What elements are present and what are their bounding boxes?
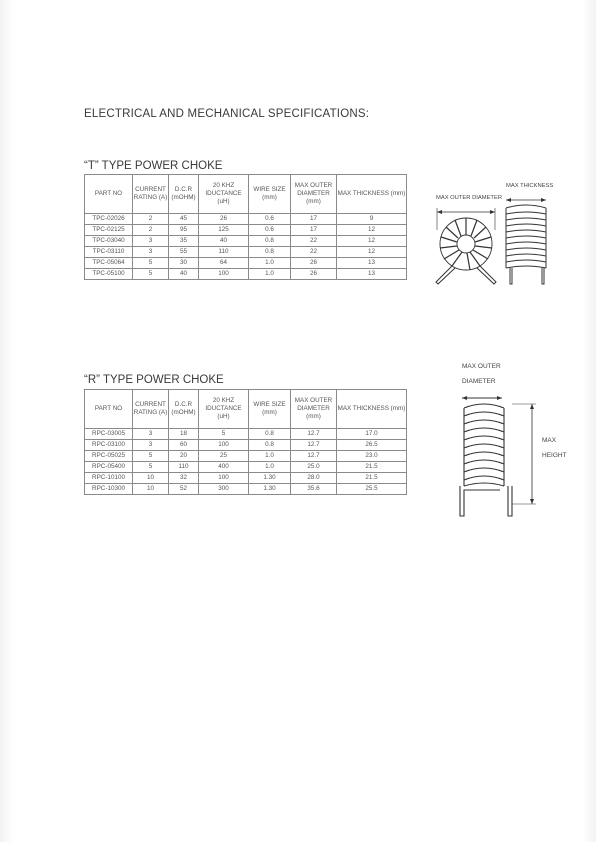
header-max-thickness: MAX THICKNESS (mm) (337, 175, 407, 214)
cell-outer-diameter: 28.0 (291, 473, 337, 484)
cell-part-no: RPC-03100 (85, 440, 133, 451)
cell-inductance: 100 (199, 473, 249, 484)
cell-wire-size: 1.0 (249, 269, 291, 280)
cell-part-no: TPC-02125 (85, 225, 133, 236)
header-current-rating: CURRENT RATING (A) (133, 390, 169, 429)
header-current-rating: CURRENT RATING (A) (133, 175, 169, 214)
page-title: ELECTRICAL AND MECHANICAL SPECIFICATIONS: (84, 108, 370, 120)
cell-wire-size: 1.0 (249, 258, 291, 269)
table-row (85, 462, 407, 473)
cell-current: 5 (133, 462, 169, 473)
cell-dcr: 52 (169, 484, 199, 495)
cell-inductance: 5 (199, 429, 249, 440)
table-row (85, 451, 407, 462)
header-wire-size: WIRE SIZE (mm) (249, 175, 291, 214)
table-row (85, 473, 407, 484)
table-row (85, 247, 407, 258)
cell-inductance: 25 (199, 451, 249, 462)
table-row (85, 214, 407, 225)
cell-wire-size: 0.8 (249, 236, 291, 247)
scan-edge-left (0, 0, 14, 842)
cell-thickness: 13 (337, 269, 407, 280)
header-max-outer-diameter: MAX OUTER DIAMETER (mm) (291, 175, 337, 214)
cell-outer-diameter: 22 (291, 247, 337, 258)
header-part-no: PART NO (85, 390, 133, 429)
cell-wire-size: 0.8 (249, 429, 291, 440)
cell-inductance: 125 (199, 225, 249, 236)
table-row (85, 225, 407, 236)
cell-wire-size: 1.30 (249, 484, 291, 495)
cell-part-no: TPC-03110 (85, 247, 133, 258)
cell-part-no: TPC-02026 (85, 214, 133, 225)
cell-dcr: 55 (169, 247, 199, 258)
r-figure-outer-diameter-label-2: DIAMETER (462, 378, 496, 385)
table-header-row (85, 175, 407, 214)
cell-dcr: 60 (169, 440, 199, 451)
table-row (85, 429, 407, 440)
r-figure-height-label-2: HEIGHT (542, 452, 567, 459)
cell-part-no: RPC-05025 (85, 451, 133, 462)
rod-choke-figure (452, 390, 544, 520)
cell-inductance: 300 (199, 484, 249, 495)
header-inductance: 20 KHZ IDUCTANCE (uH) (199, 175, 249, 214)
header-inductance: 20 KHZ IDUCTANCE (uH) (199, 390, 249, 429)
t-type-section-title: “T” TYPE POWER CHOKE (84, 160, 223, 172)
cell-outer-diameter: 22 (291, 236, 337, 247)
cell-thickness: 25.5 (337, 484, 407, 495)
toroid-choke-side-figure (498, 196, 556, 292)
r-figure-height-label-1: MAX (542, 437, 557, 444)
cell-dcr: 18 (169, 429, 199, 440)
cell-outer-diameter: 35.6 (291, 484, 337, 495)
header-dcr: D.C.R (mOHM) (169, 175, 199, 214)
cell-current: 10 (133, 473, 169, 484)
cell-inductance: 100 (199, 440, 249, 451)
r-figure-outer-diameter-label-1: MAX OUTER (462, 363, 501, 370)
cell-thickness: 12 (337, 225, 407, 236)
cell-outer-diameter: 17 (291, 225, 337, 236)
cell-part-no: RPC-03005 (85, 429, 133, 440)
table-row (85, 484, 407, 495)
cell-current: 3 (133, 236, 169, 247)
table-row (85, 236, 407, 247)
cell-wire-size: 0.8 (249, 247, 291, 258)
cell-dcr: 110 (169, 462, 199, 473)
cell-wire-size: 0.8 (249, 440, 291, 451)
cell-thickness: 9 (337, 214, 407, 225)
cell-dcr: 95 (169, 225, 199, 236)
cell-wire-size: 1.30 (249, 473, 291, 484)
cell-part-no: TPC-05064 (85, 258, 133, 269)
cell-dcr: 45 (169, 214, 199, 225)
cell-current: 3 (133, 247, 169, 258)
cell-inductance: 100 (199, 269, 249, 280)
cell-thickness: 21.5 (337, 462, 407, 473)
cell-part-no: TPC-03040 (85, 236, 133, 247)
cell-inductance: 26 (199, 214, 249, 225)
cell-thickness: 12 (337, 247, 407, 258)
cell-part-no: TPC-05100 (85, 269, 133, 280)
cell-current: 10 (133, 484, 169, 495)
cell-thickness: 26.5 (337, 440, 407, 451)
cell-thickness: 21.5 (337, 473, 407, 484)
cell-part-no: RPC-10100 (85, 473, 133, 484)
header-max-outer-diameter: MAX OUTER DIAMETER (mm) (291, 390, 337, 429)
cell-outer-diameter: 12.7 (291, 451, 337, 462)
cell-current: 3 (133, 440, 169, 451)
cell-dcr: 30 (169, 258, 199, 269)
cell-outer-diameter: 17 (291, 214, 337, 225)
cell-current: 5 (133, 269, 169, 280)
table-row (85, 269, 407, 280)
cell-current: 2 (133, 225, 169, 236)
cell-thickness: 23.0 (337, 451, 407, 462)
header-part-no: PART NO (85, 175, 133, 214)
t-figure-outer-diameter-label: MAX OUTER DIAMETER (436, 195, 503, 201)
cell-dcr: 35 (169, 236, 199, 247)
header-dcr: D.C.R (mOHM) (169, 390, 199, 429)
r-type-section-title: “R” TYPE POWER CHOKE (84, 374, 224, 386)
table-row (85, 440, 407, 451)
cell-dcr: 20 (169, 451, 199, 462)
header-wire-size: WIRE SIZE (mm) (249, 390, 291, 429)
cell-part-no: RPC-10300 (85, 484, 133, 495)
table-row (85, 258, 407, 269)
header-max-thickness: MAX THICKNESS (mm) (337, 390, 407, 429)
cell-thickness: 17.0 (337, 429, 407, 440)
cell-wire-size: 0.6 (249, 225, 291, 236)
cell-thickness: 13 (337, 258, 407, 269)
cell-outer-diameter: 12.7 (291, 440, 337, 451)
cell-inductance: 400 (199, 462, 249, 473)
cell-inductance: 64 (199, 258, 249, 269)
r-type-spec-table (84, 389, 407, 495)
cell-current: 3 (133, 429, 169, 440)
cell-dcr: 40 (169, 269, 199, 280)
cell-wire-size: 1.0 (249, 451, 291, 462)
cell-outer-diameter: 26 (291, 258, 337, 269)
scan-edge-right (582, 0, 596, 842)
table-header-row (85, 390, 407, 429)
cell-dcr: 32 (169, 473, 199, 484)
cell-current: 2 (133, 214, 169, 225)
cell-part-no: RPC-05400 (85, 462, 133, 473)
cell-outer-diameter: 12.7 (291, 429, 337, 440)
t-type-spec-table (84, 174, 407, 280)
cell-thickness: 12 (337, 236, 407, 247)
cell-current: 5 (133, 451, 169, 462)
cell-outer-diameter: 25.0 (291, 462, 337, 473)
cell-inductance: 40 (199, 236, 249, 247)
cell-outer-diameter: 26 (291, 269, 337, 280)
cell-current: 5 (133, 258, 169, 269)
t-figure-thickness-label: MAX THICKNESS (506, 183, 554, 189)
cell-inductance: 110 (199, 247, 249, 258)
cell-wire-size: 1.0 (249, 462, 291, 473)
cell-wire-size: 0.6 (249, 214, 291, 225)
